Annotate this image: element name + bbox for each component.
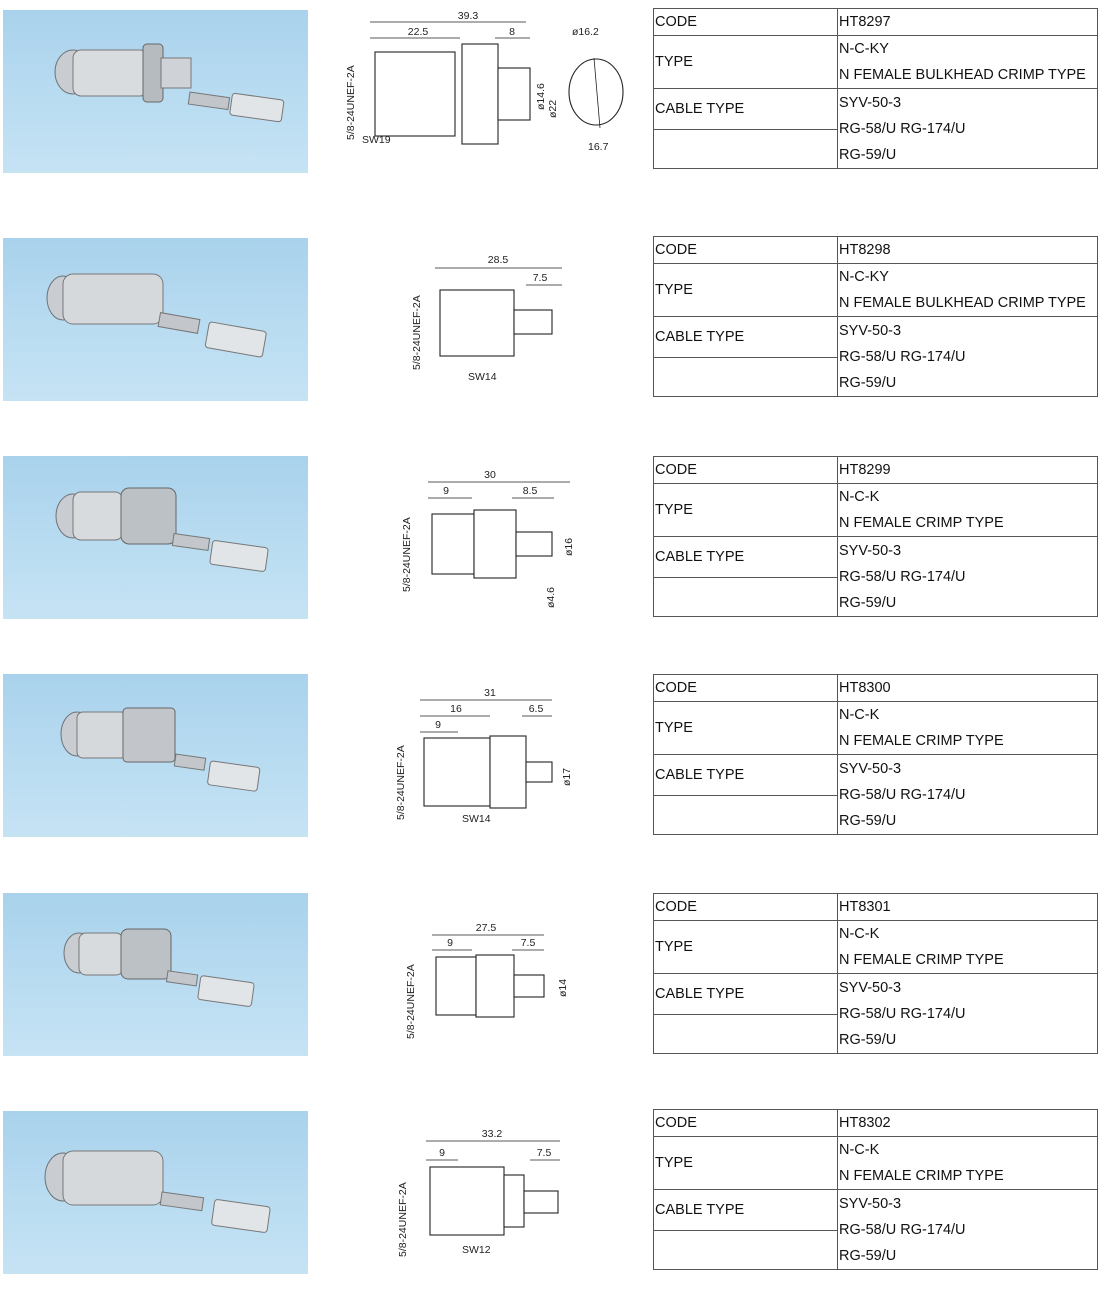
dimension-drawing	[340, 893, 640, 1059]
spec-table	[653, 893, 1098, 1054]
type-label: TYPE	[654, 484, 838, 537]
technical-drawing	[340, 238, 640, 404]
code-label: CODE	[654, 675, 838, 702]
wrench-size: SW12	[462, 1244, 491, 1256]
thread-label: 5/8-24UNEF-2A	[405, 964, 417, 1039]
code-value: HT8302	[838, 1110, 1098, 1137]
code-label: CODE	[654, 457, 838, 484]
dim-d1: ø14	[557, 978, 569, 997]
type-label: TYPE	[654, 1137, 838, 1190]
product-row-ht8302	[0, 1111, 1100, 1277]
dim-overall: 27.5	[475, 922, 497, 934]
dim-overall: 31	[484, 687, 496, 699]
thread-label: 5/8-24UNEF-2A	[397, 1182, 409, 1257]
cable-type-empty	[654, 358, 838, 397]
code-value: HT8301	[838, 894, 1098, 921]
product-photo	[3, 893, 308, 1056]
thread-label: 5/8-24UNEF-2A	[401, 517, 413, 592]
type-value: N-C-K N FEMALE CRIMP TYPE	[838, 702, 1098, 755]
dim-b: 6.5	[528, 703, 544, 715]
code-label: CODE	[654, 1110, 838, 1137]
cable-type-value: SYV-50-3 RG-58/U RG-174/U RG-59/U	[838, 89, 1098, 169]
cable-type-value: SYV-50-3 RG-58/U RG-174/U RG-59/U	[838, 755, 1098, 835]
dimension-drawing	[340, 456, 640, 622]
cable-type-value: SYV-50-3 RG-58/U RG-174/U RG-59/U	[838, 317, 1098, 397]
dim-b: 7.5	[520, 937, 536, 949]
dim-a: 9	[435, 719, 441, 731]
dim-d1: ø16	[563, 537, 575, 556]
bulkhead-connector-image	[3, 238, 308, 401]
spec-table	[653, 674, 1098, 835]
spec-table	[653, 456, 1098, 617]
dim-b: 7.5	[532, 272, 548, 284]
crimp-connector-image	[3, 893, 308, 1056]
dim-d3: ø16.2	[572, 26, 599, 38]
wrench-size: SW19	[362, 134, 391, 146]
cable-type-label: CABLE TYPE	[654, 537, 838, 578]
spec-table	[653, 236, 1098, 397]
crimp-connector-image	[3, 456, 308, 619]
dimension-drawing	[340, 674, 640, 840]
cable-type-label: CABLE TYPE	[654, 89, 838, 130]
code-value: HT8299	[838, 457, 1098, 484]
cable-type-label: CABLE TYPE	[654, 755, 838, 796]
cable-type-empty	[654, 1231, 838, 1270]
product-row-ht8299	[0, 456, 1100, 622]
dim-a: 9	[443, 485, 449, 497]
crimp-connector-image	[3, 1111, 308, 1274]
dim-a: 9	[439, 1147, 445, 1159]
type-value: N-C-KY N FEMALE BULKHEAD CRIMP TYPE	[838, 264, 1098, 317]
dim-b: 8.5	[522, 485, 538, 497]
dim-overall: 39.3	[457, 10, 479, 22]
cable-type-empty	[654, 578, 838, 617]
cable-type-empty	[654, 796, 838, 835]
dim-d2: ø22	[547, 99, 559, 118]
type-value: N-C-KY N FEMALE BULKHEAD CRIMP TYPE	[838, 36, 1098, 89]
product-photo	[3, 238, 308, 401]
type-value: N-C-K N FEMALE CRIMP TYPE	[838, 484, 1098, 537]
technical-drawing	[340, 10, 640, 176]
product-photo	[3, 456, 308, 619]
dim-d1: ø17	[561, 767, 573, 786]
dimension-drawing	[340, 238, 640, 404]
cable-type-label: CABLE TYPE	[654, 317, 838, 358]
code-value: HT8298	[838, 237, 1098, 264]
cable-type-label: CABLE TYPE	[654, 974, 838, 1015]
type-label: TYPE	[654, 36, 838, 89]
dimension-drawing	[340, 1111, 640, 1277]
type-label: TYPE	[654, 702, 838, 755]
cable-type-value: SYV-50-3 RG-58/U RG-174/U RG-59/U	[838, 974, 1098, 1054]
product-row-ht8298	[0, 238, 1100, 404]
dim-a: 9	[447, 937, 453, 949]
code-value: HT8300	[838, 675, 1098, 702]
dimension-drawing	[340, 10, 640, 176]
cable-type-label: CABLE TYPE	[654, 1190, 838, 1231]
type-value: N-C-K N FEMALE CRIMP TYPE	[838, 921, 1098, 974]
code-label: CODE	[654, 237, 838, 264]
dim-overall: 28.5	[487, 254, 509, 266]
product-row-ht8297	[0, 10, 1100, 176]
type-label: TYPE	[654, 921, 838, 974]
dim-a: 22.5	[407, 26, 429, 38]
thread-label: 5/8-24UNEF-2A	[411, 295, 423, 370]
thread-label: 5/8-24UNEF-2A	[395, 745, 407, 820]
cable-type-value: SYV-50-3 RG-58/U RG-174/U RG-59/U	[838, 1190, 1098, 1270]
cable-type-empty	[654, 130, 838, 169]
type-label: TYPE	[654, 264, 838, 317]
product-photo	[3, 1111, 308, 1274]
cable-type-value: SYV-50-3 RG-58/U RG-174/U RG-59/U	[838, 537, 1098, 617]
thread-label: 5/8-24UNEF-2A	[345, 65, 357, 140]
wrench-size: SW14	[462, 813, 491, 825]
dim-d1: ø14.6	[535, 83, 547, 110]
crimp-connector-image	[3, 674, 308, 837]
cable-type-empty	[654, 1015, 838, 1054]
product-photo	[3, 674, 308, 837]
dim-a2: 16	[450, 703, 462, 715]
technical-drawing	[340, 674, 640, 840]
product-row-ht8300	[0, 674, 1100, 840]
product-photo	[3, 10, 308, 173]
spec-table	[653, 8, 1098, 169]
code-value: HT8297	[838, 9, 1098, 36]
technical-drawing	[340, 893, 640, 1059]
dim-overall: 33.2	[481, 1128, 503, 1140]
code-label: CODE	[654, 9, 838, 36]
technical-drawing	[340, 456, 640, 622]
dim-d2: ø4.6	[545, 586, 557, 608]
technical-drawing	[340, 1111, 640, 1277]
dim-b: 7.5	[536, 1147, 552, 1159]
wrench-size: SW14	[468, 371, 497, 383]
type-value: N-C-K N FEMALE CRIMP TYPE	[838, 1137, 1098, 1190]
dim-b: 8	[509, 26, 515, 38]
product-row-ht8301	[0, 893, 1100, 1059]
dim-d4: 16.7	[588, 141, 609, 153]
spec-table	[653, 1109, 1098, 1270]
dim-overall: 30	[484, 469, 496, 481]
bulkhead-connector-image	[3, 10, 308, 173]
code-label: CODE	[654, 894, 838, 921]
